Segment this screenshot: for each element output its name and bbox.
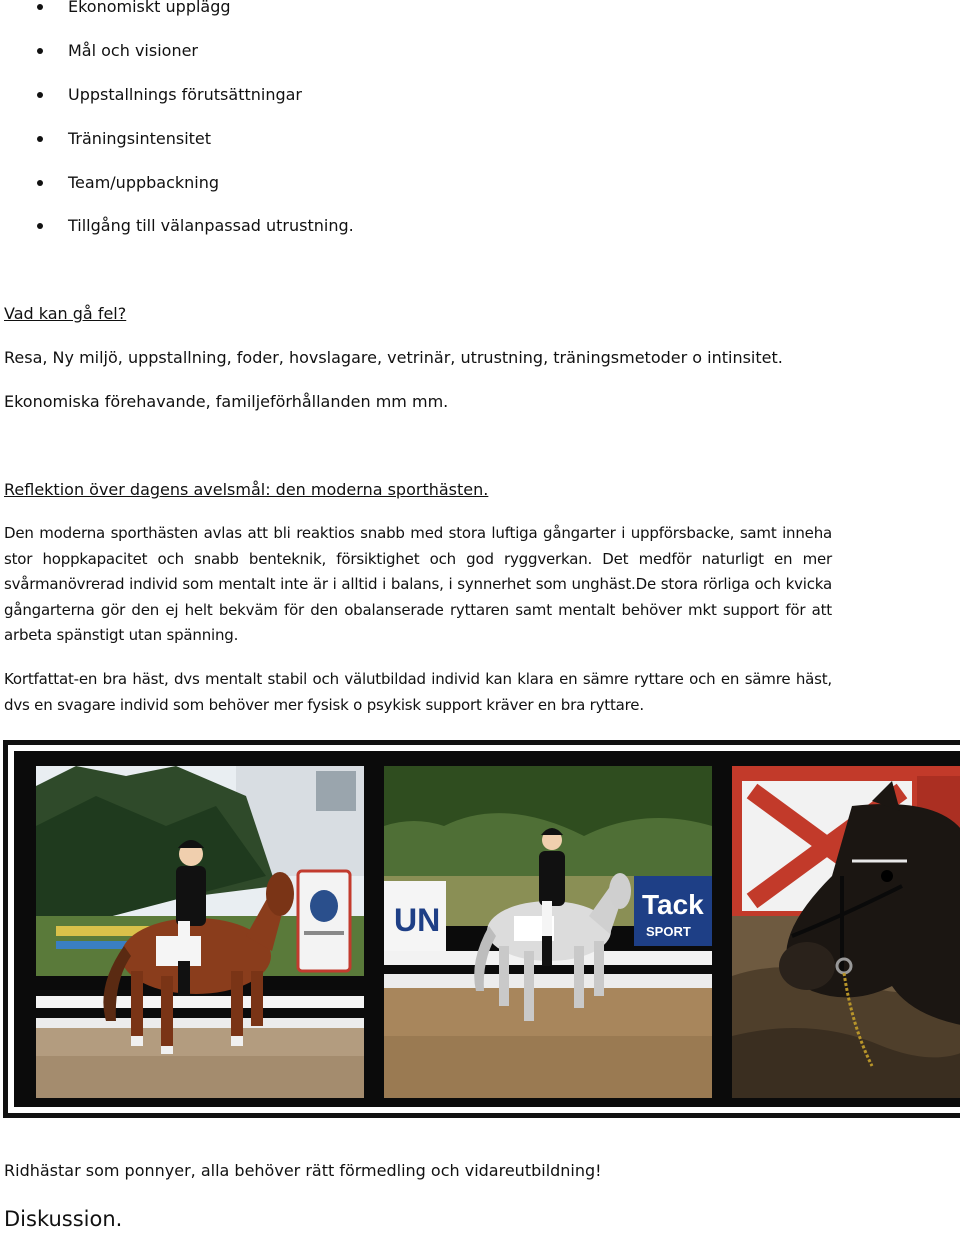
bullet-icon [37,180,43,186]
photo-grey-pony [384,766,712,1098]
faults-heading: Vad kan gå fel? [4,304,127,323]
bullet-icon [37,4,43,10]
sign-sport: SPORT [646,924,691,939]
paragraph-sporthorse: Den moderna sporthästen avlas att bli reaktios snabb med stora luftiga gångarter i uppförsbacke, samt inneha stor hoppkapacitet och snabb benteknik, försiktighet och god ryggverkan. Det medför naturligt en mer svårmanövrerad individ som mentalt inte är i alltid i balans, i synnerhet som unghäst.De stora rörliga och kvicka gångarterna gör den ej helt bekväm för den obalanserade ryttaren samt mentalt behöver mkt support för att arbeta spänstigt utan spänning. [4,524,832,644]
photo-collage [3,740,960,1118]
sign-tack: Tack [642,889,704,920]
photo-dark-pony [732,766,960,1098]
bullet-icon [37,223,43,229]
paragraph-summary: Kortfattat-en bra häst, dvs mentalt stabil och välutbildad individ kan klara en sämre ryttare och en sämre häst, dvs en svagare individ som behöver mer fysisk o psykisk support kräver en bra ryttare. [4,670,832,714]
faults-line-2: Ekonomiska förehavande, familjeförhållanden mm mm. [4,392,449,411]
faults-line-1: Resa, Ny miljö, uppstallning, foder, hovslagare, vetrinär, utrustning, träningsmetoder o intinsitet. [4,348,783,367]
sign-un: UN [394,902,441,938]
reflection-heading: Reflektion över dagens avelsmål: den moderna sporthästen. [4,480,489,499]
bullet-icon [37,48,43,54]
bullet-icon [37,136,43,142]
photo-caption: Ridhästar som ponnyer, alla behöver rätt förmedling och vidareutbildning! [4,1161,602,1180]
photo-chestnut-pony [36,766,364,1098]
closing-heading: Diskussion. [4,1207,123,1231]
bullet-icon [37,92,43,98]
